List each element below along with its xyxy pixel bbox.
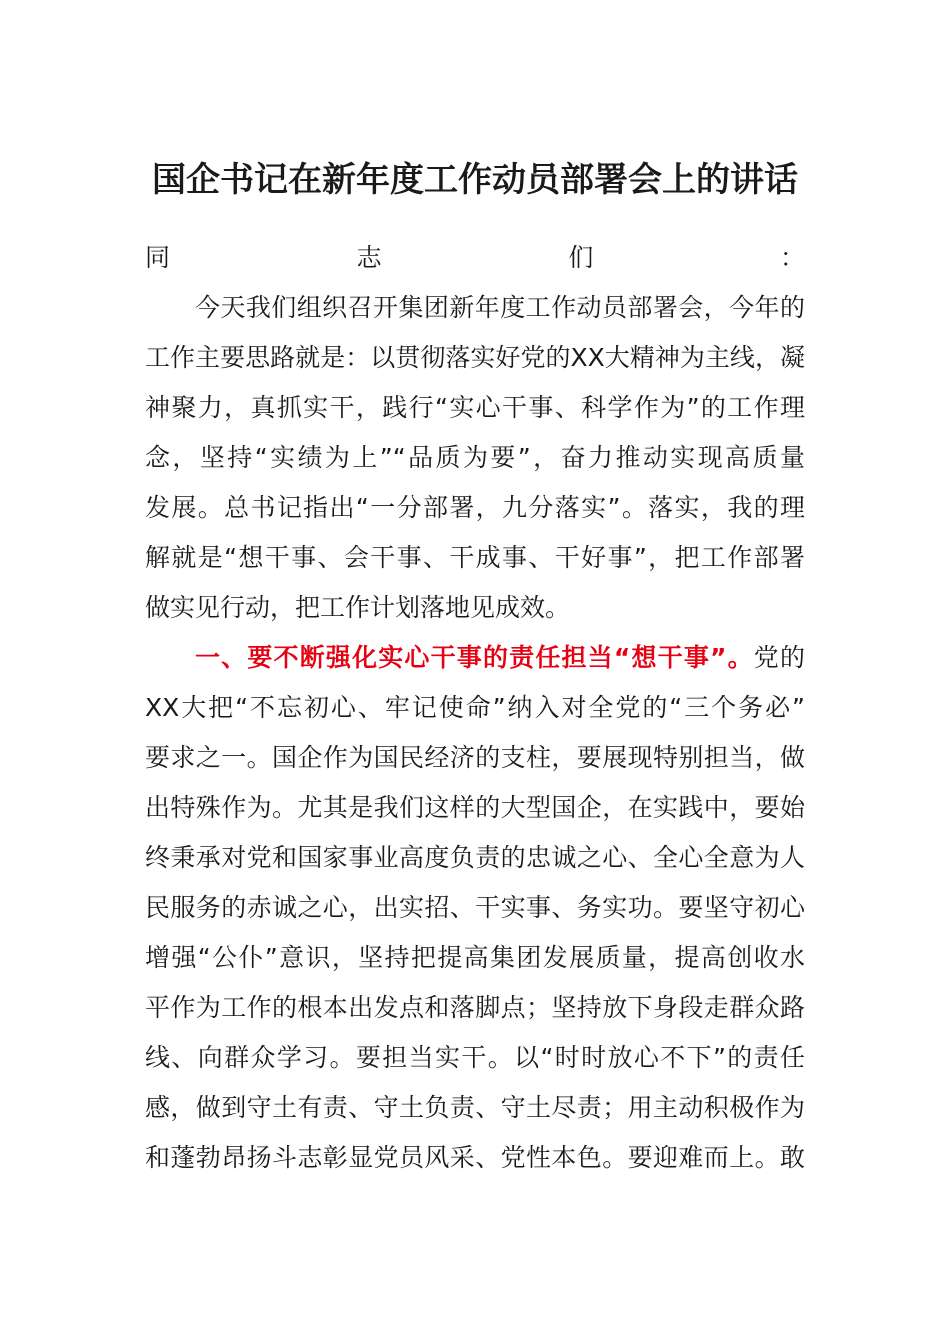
paragraph-1-line: 神聚力，真抓实干，践行“实心干事、科学作为”的工作理 [145, 393, 805, 422]
paragraph-2-line: XX大把“不忘初心、牢记使命”纳入对全党的“三个务必” [145, 693, 805, 722]
section-1-text: 党的 [753, 643, 805, 672]
paragraph-2-line: 感，做到守土有责、守土负责、守土尽责；用主动积极作为 [145, 1093, 805, 1122]
paragraph-2-line: 平作为工作的根本出发点和落脚点；坚持放下身段走群众路 [145, 993, 805, 1022]
section-1-heading: 一、要不断强化实心干事的责任担当“想干事”。 [195, 643, 754, 672]
paragraph-1-line: 解就是“想干事、会干事、干成事、干好事”，把工作部署 [145, 543, 805, 572]
document-title: 国企书记在新年度工作动员部署会上的讲话 [152, 160, 798, 200]
document-body [145, 233, 805, 1183]
paragraph-2-line: 民服务的赤诚之心，出实招、干实事、务实功。要坚守初心 [145, 893, 805, 922]
paragraph-1-line: 今天我们组织召开集团新年度工作动员部署会，今年的 [195, 293, 805, 322]
paragraph-1-line: 工作主要思路就是：以贯彻落实好党的XX大精神为主线，凝 [145, 343, 805, 372]
salutation: 同志们： [145, 243, 805, 272]
paragraph-1-line: 念，坚持“实绩为上”“品质为要”，奋力推动实现高质量 [145, 443, 805, 472]
section-1-first-line [145, 633, 805, 683]
paragraph-1-line: 发展。总书记指出“一分部署，九分落实”。落实，我的理 [145, 493, 805, 522]
paragraph-2-line: 终秉承对党和国家事业高度负责的忠诚之心、全心全意为人 [145, 843, 805, 872]
paragraph-1-line: 做实见行动，把工作计划落地见成效。 [145, 593, 571, 622]
paragraph-2-line: 和蓬勃昂扬斗志彰显党员风采、党性本色。要迎难而上。敢 [145, 1143, 805, 1172]
paragraph-2-line: 线、向群众学习。要担当实干。以“时时放心不下”的责任 [145, 1043, 805, 1072]
paragraph-2-line: 出特殊作为。尤其是我们这样的大型国企，在实践中，要始 [145, 793, 805, 822]
paragraph-2-line: 要求之一。国企作为国民经济的支柱，要展现特别担当，做 [145, 743, 805, 772]
paragraph-2-line: 增强“公仆”意识，坚持把提高集团发展质量，提高创收水 [145, 943, 805, 972]
